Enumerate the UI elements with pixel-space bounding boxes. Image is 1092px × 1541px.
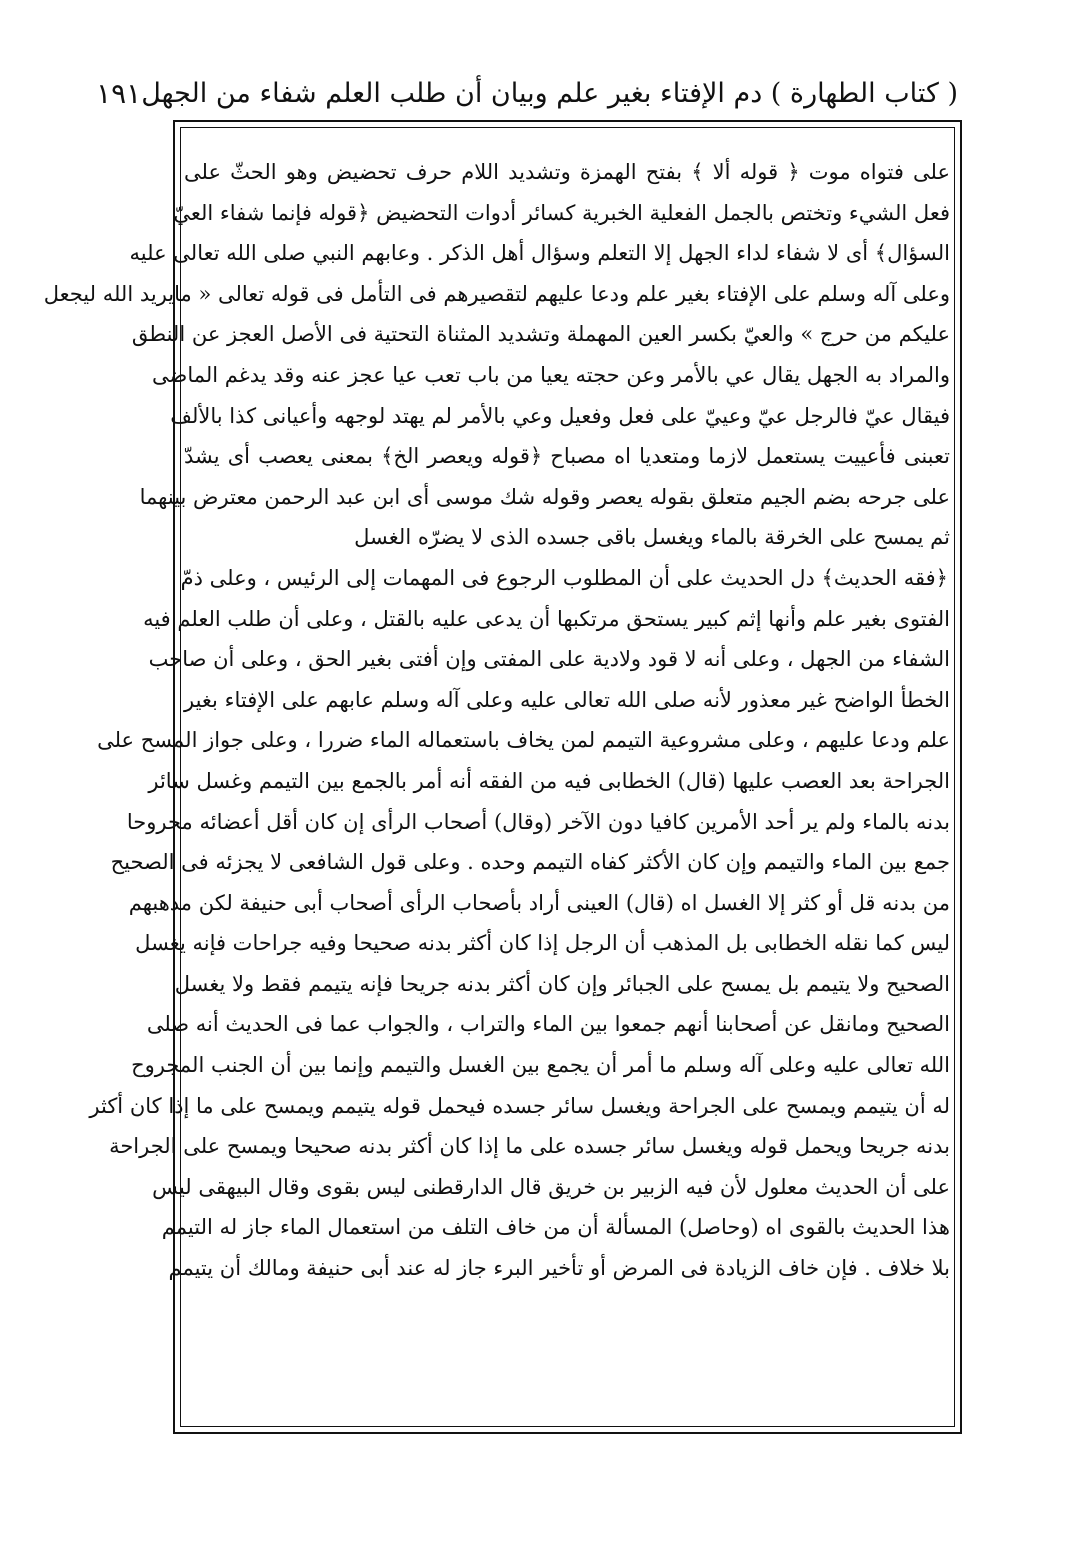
text-line: فعل الشيء وتختص بالجمل الفعلية الخبرية كسائر أدوات التحضيض ﴿قوله فإنما شفاء العيّ xyxy=(173,200,950,225)
text-line: الجراحة بعد العصب عليها (قال) الخطابى فيه من الفقه أنه أمر بالجمع بين التيمم وغسل سائر xyxy=(148,768,950,793)
section-heading-line: ﴿فقه الحديث﴾ دل الحديث على أن المطلوب الرجوع فى المهمات إلى الرئيس ، وعلى ذمّ xyxy=(180,565,948,590)
text-line: على فتواه موت ﴿ قوله ألا ﴾ بفتح الهمزة وتشديد اللام حرف تحضيض وهو الحثّ على xyxy=(184,160,950,184)
text-line: بدنه بالماء ولم ير أحد الأمرين كافيا دون الآخر (وقال) أصحاب الرأى إن كان أقل أعضائه مجروحا xyxy=(126,809,950,834)
page-header xyxy=(96,72,958,116)
text-line: الفتوى بغير علم وأنها إثم كبير يستحق مرتكبها أن يدعى عليه بالقتل ، وعلى أن طلب العلم فيه xyxy=(143,606,950,631)
text-line: الشفاء من الجهل ، وعلى أنه لا قود ولادية على المفتى وإن أفتى بغير الحق ، وعلى أن صاحب xyxy=(148,647,950,672)
text-line: علم ودعا عليهم ، وعلى مشروعية التيمم لمن يخاف باستعماله الماء ضررا ، وعلى جواز المسح على xyxy=(97,728,950,753)
text-line: ليس كما نقله الخطابى بل المذهب أن الرجل إذا كان أكثر بدنه صحيحا وفيه جراحات فإنه يغسل xyxy=(135,931,950,956)
text-line: عليكم من حرج » والعيّ بكسر العين المهملة وتشديد المثناة التحتية فى الأصل العجز عن النطق xyxy=(131,322,950,347)
text-line: الله تعالى عليه وعلى آله وسلم ما أمر أن يجمع بين الغسل والتيمم وإنما بين أن الجنب المجروح xyxy=(131,1053,950,1078)
text-line: فيقال عيّ فالرجل عيّ وعييّ على فعل وفعيل وعي بالأمر لم يهتد لوجهه وأعيانى كذا بالألف xyxy=(170,403,950,428)
text-line: الصحيح ولا يتيمم بل يمسح على الجبائر وإن كان أكثر بدنه جريحا فإنه يتيمم فقط ولا يغسل xyxy=(174,971,950,996)
text-line: من بدنه قل أو كثر إلا الغسل اه (قال) العينى أراد بأصحاب الرأى أصحاب أبى حنيفة لكن مذهبهم xyxy=(128,890,950,915)
text-line: وعلى آله وسلم على الإفتاء بغير علم ودعا عليهم لتقصيرهم فى التأمل فى قوله تعالى « مايريد الله ليجعل xyxy=(43,281,950,306)
page-number: ١٩١ xyxy=(96,77,142,110)
text-line: بدنه جريحا ويحمل قوله ويغسل سائر جسده على ما إذا كان أكثر بدنه صحيحا ويمسح على الجراحة xyxy=(109,1134,950,1159)
text-line: بلا خلاف . فإن خاف الزيادة فى المرض أو تأخير البرء جاز له عند أبى حنيفة ومالك أن يتيمم xyxy=(168,1256,950,1281)
text-line: على أن الحديث معلول لأن فيه الزبير بن خريق قال الدارقطنى ليس بقوى وقال البيهقى ليس xyxy=(152,1174,950,1199)
text-line: له أن يتيمم ويمسح على الجراحة ويغسل سائر جسده فيحمل قوله يتيمم ويمسح على ما إذا كان أكثر xyxy=(89,1093,950,1118)
running-title: ( كتاب الطهارة ) دم الإفتاء بغير علم وبيان أن طلب العلم شفاء من الجهل xyxy=(141,78,958,109)
text-line: الصحيح ومانقل عن أصحابنا أنهم جمعوا بين الماء والتراب ، والجواب عما فى الحديث أنه صلى xyxy=(146,1012,950,1037)
text-line: ثم يمسح على الخرقة بالماء ويغسل باقى جسده الذى لا يضرّه الغسل xyxy=(354,525,950,550)
text-line: جمع بين الماء والتيمم وإن كان الأكثر كفاه التيمم وحده . وعلى قول الشافعى لا يجزئه فى الصحيح xyxy=(110,850,950,875)
body-text xyxy=(43,152,950,1289)
text-line: الخطأ الواضح غير معذور لأنه صلى الله تعالى عليه وعلى آله وسلم عابهم على الإفتاء بغير xyxy=(184,687,950,712)
text-line: هذا الحديث بالقوى اه (وحاصل) المسألة أن من خاف التلف من استعمال الماء جاز له التيمم xyxy=(161,1215,950,1240)
text-line: على جرحه بضم الجيم متعلق بقوله يعصر وقوله شك موسى أى ابن عبد الرحمن معترض بينهما xyxy=(139,484,950,509)
text-line: والمراد به الجهل يقال عي بالأمر وعن حجته يعيا من باب تعب عيا عجز عنه وقد يدغم الماضى xyxy=(152,362,950,387)
text-line: السؤال﴾ أى لا شفاء لداء الجهل إلا التعلم وسؤال أهل الذكر . وعابهم النبي صلى الله تعالى عليه xyxy=(129,241,950,266)
text-line: تعبنى فأعييت يستعمل لازما ومتعديا اه مصباح ﴿قوله ويعصر الخ﴾ بمعنى يعصب أى يشدّ xyxy=(184,444,950,469)
